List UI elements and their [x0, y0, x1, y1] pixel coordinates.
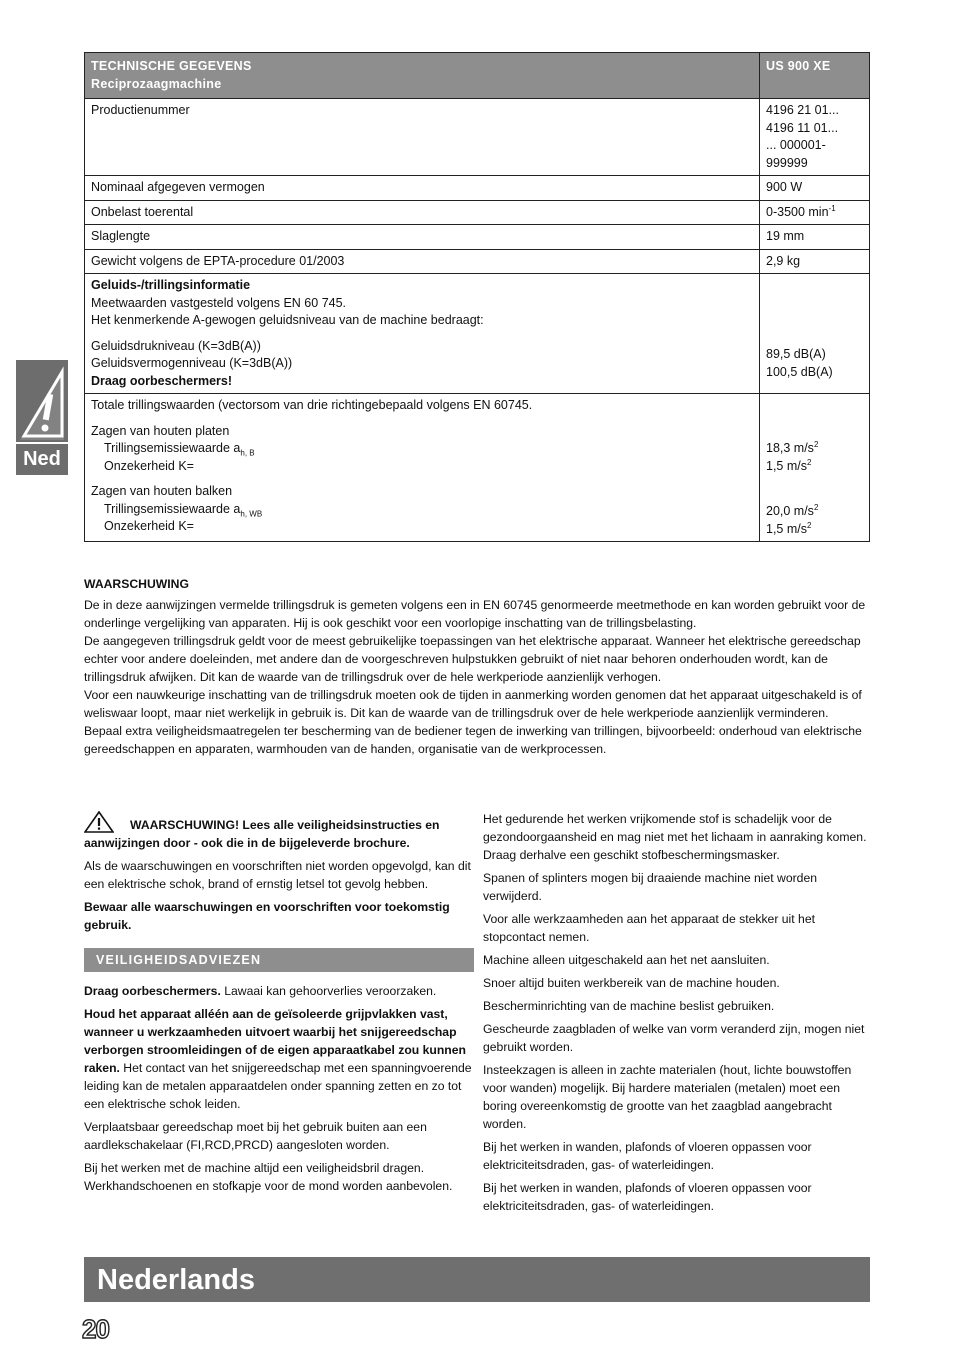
- safety-paragraph-bold: Bewaar alle waarschuwingen en voorschriften voor toekomstig gebruik.: [84, 900, 450, 932]
- product-number-1: 4196 21 01...: [766, 103, 839, 117]
- vibration-info-cell: [85, 394, 760, 542]
- language-footer-bar: [84, 1257, 870, 1302]
- table-row: [85, 225, 870, 250]
- section-header-safety: VEILIGHEIDSADVIEZEN: [84, 948, 474, 972]
- right-column: [483, 810, 873, 1220]
- table-header-model: US 900 XE: [760, 53, 870, 99]
- subscript-hwb: h, WB: [240, 509, 263, 518]
- warning-sign-icon: [84, 811, 114, 833]
- table-row: [85, 200, 870, 225]
- row-label: Nominaal afgegeven vermogen: [85, 176, 760, 201]
- safety-paragraph: Houd het apparaat alléén aan de geïsoleerde grijpvlakken vast, wanneer u werkzaamheden uitvoert waarbij het snijgereedschap verborgen stroomleidingen of de eigen apparaatkabel zou kunnen raken. Het contact van het snijgereedschap met een spanningvoerende leiding kan de metalen apparaatdelen onder spanning zetten en zo tot een elektrische schok leiden.: [84, 1007, 472, 1111]
- row-value: 900 W: [760, 176, 870, 201]
- table-header-title-cell: [85, 53, 760, 99]
- vibration-plates-emission-label: Trillingsemissiewaarde $a_{h, B}$: [104, 441, 255, 458]
- rpm-value: 0-3500 min: [766, 204, 829, 219]
- safety-paragraph: Als de waarschuwingen en voorschriften niet worden opgevolgd, kan dit een elektrische schok, brand of ernstig letsel tot gevolg hebben.: [84, 859, 471, 891]
- noise-values-cell: [760, 274, 870, 394]
- language-side-tab: [16, 360, 68, 475]
- safety-paragraph: Spanen of splinters mogen bij draaiende machine niet worden verwijderd.: [483, 871, 818, 903]
- table-row: [85, 249, 870, 274]
- noise-line-2: Het kenmerkende A-gewogen geluidsniveau van de machine bedraagt:: [91, 313, 484, 327]
- rpm-exponent: -1: [828, 203, 836, 213]
- safety-paragraph: Gescheurde zaagbladen of welke van vorm veranderd zijn, mogen niet gebruikt worden.: [483, 1022, 865, 1054]
- vibration-beams-title: Zagen van houten balken: [91, 484, 233, 498]
- subscript-hb: h, B: [240, 448, 255, 458]
- safety-paragraph: Bij het werken met de machine altijd een veiligheidsbril dragen. Werkhandschoenen en stofkapje voor de mond worden aanbevolen.: [84, 1161, 453, 1193]
- plates-emission-value: 18,3 $m/s^2$: [766, 439, 819, 455]
- vibration-intro: Totale trillingswaarden (vectorsom van drie richtingebepaald volgens EN 60745.: [91, 398, 533, 412]
- noise-power-label: Geluidsvermogenniveau (K=3dB(A)): [91, 356, 293, 370]
- vibration-values-cell: [760, 394, 870, 542]
- vibration-plates-uncertainty-label: Onzekerheid K=: [104, 458, 194, 473]
- ear-protection-note: Draag oorbeschermers!: [91, 373, 233, 388]
- safety-paragraph: Bescherminrichting van de machine beslist gebruiken.: [483, 999, 775, 1013]
- safety-paragraph: Bij het werken in wanden, plafonds of vloeren oppassen voor elektriciteitsdraden, gas- of waterleidingen.: [483, 1181, 812, 1213]
- language-tab-label: Ned: [16, 444, 68, 475]
- row-label: Gewicht volgens de EPTA-procedure 01/2003: [85, 249, 760, 274]
- technical-data-table: [84, 52, 870, 542]
- row-value: 19 mm: [760, 225, 870, 250]
- row-label: Slaglengte: [85, 225, 760, 250]
- noise-info-cell: [85, 274, 760, 394]
- warning-paragraph: De aangegeven trillingsdruk geldt voor de meest gebruikelijke toepassingen van het elektrische apparaat. Wanneer het elektrische gereedschap echter voor andere doeleinden, met andere dan de voorgeschreven hulpstukken gebruikt of niet naar behoren onderhouden wordt, kan de trillingsdruk afwijken. Dit kan de waarde van de trillingsdruk over de hele werkperiode aanzienlijk verhogen.: [84, 634, 861, 684]
- footer-language-title: Nederlands: [97, 1264, 255, 1296]
- safety-paragraph: Voor alle werkzaamheden aan het apparaat de stekker uit het stopcontact nemen.: [483, 912, 815, 944]
- plates-uncertainty-value: 1,5 $m/s^2$: [766, 457, 812, 473]
- table-row: [85, 176, 870, 201]
- noise-power-value: 100,5 dB(A): [766, 364, 833, 379]
- safety-paragraph: Snoer altijd buiten werkbereik van de machine houden.: [483, 976, 780, 990]
- table-header-subtitle: Reciprozaagmachine: [91, 76, 222, 91]
- table-header-title: TECHNISCHE GEGEVENS: [91, 59, 252, 73]
- noise-title: Geluids-/trillingsinformatie: [91, 278, 251, 292]
- row-label: Productienummer: [85, 99, 760, 176]
- noise-pressure-value: 89,5 dB(A): [766, 347, 826, 361]
- vibration-beams-emission-label: Trillingsemissiewaarde $a_{h, WB}$: [104, 501, 263, 518]
- safety-paragraph: Verplaatsbaar gereedschap moet bij het gebruik buiten aan een aardlekschakelaar (FI,RCD,PRCD) aangesloten worden.: [84, 1120, 427, 1152]
- safety-paragraph: Machine alleen uitgeschakeld aan het net aansluiten.: [483, 953, 770, 967]
- table-header-row: [85, 53, 870, 99]
- vibration-warning-block: [84, 575, 874, 758]
- beams-uncertainty-value: 1,5 $m/s^2$: [766, 520, 812, 536]
- safety-paragraph: Draag oorbeschermers. Lawaai kan gehoorverlies veroorzaken.: [84, 984, 437, 998]
- safety-paragraph: Bij het werken in wanden, plafonds of vloeren oppassen voor elektriciteitsdraden, gas- of waterleidingen.: [483, 1140, 812, 1172]
- row-value: [760, 99, 870, 176]
- row-label: Onbelast toerental: [85, 200, 760, 225]
- beams-emission-value: 20,0 $m/s^2$: [766, 502, 819, 518]
- left-column: [84, 811, 474, 1200]
- vibration-beams-uncertainty-label: Onzekerheid K=: [104, 519, 194, 533]
- warning-triangle-icon: [16, 360, 68, 442]
- row-value: [760, 200, 870, 225]
- product-number-range: ... 000001-999999: [766, 138, 826, 170]
- warning-heading: WAARSCHUWING: [84, 577, 189, 591]
- warning-paragraph: Voor een nauwkeurige inschatting van de trillingsdruk moeten ook de tijden in aanmerking worden genomen dat het apparaat uitgeschakeld is of weliswaar loopt, maar niet werkelijk in gebruik is. Dit kan de waarde van de trillingsdruk over de hele werkperiode aanzienlijk verminderen.: [84, 688, 862, 720]
- safety-warning-heading: WAARSCHUWING! Lees alle veiligheidsinstructies en aanwijzingen door - ook die in de bijgeleverde brochure.: [84, 811, 474, 852]
- safety-paragraph: Het gedurende het werken vrijkomende stof is schadelijk voor de gezondoorgaansheid en mag niet met het lichaam in aanraking komen. Draag derhalve een geschikt stofbeschermingsmasker.: [483, 812, 867, 862]
- noise-info-row: [85, 274, 870, 394]
- vibration-info-row: [85, 394, 870, 542]
- row-value: 2,9 kg: [760, 249, 870, 274]
- vibration-plates-title: Zagen van houten platen: [91, 423, 230, 438]
- table-row: [85, 99, 870, 176]
- noise-pressure-label: Geluidsdrukniveau (K=3dB(A)): [91, 338, 261, 353]
- warning-paragraph: Bepaal extra veiligheidsmaatregelen ter bescherming van de bediener tegen de inwerking van trillingen, bijvoorbeeld: onderhoud van elektrische gereedschappen en apparaten, warmhouden van de handen, organisatie van de werkprocessen.: [84, 724, 862, 756]
- product-number-2: 4196 11 01...: [766, 120, 839, 135]
- safety-paragraph: Insteekzagen is alleen in zachte materialen (hout, lichte bouwstoffen voor wanden) mogelijk. Bij hardere materialen (metalen) moet een boring overeenkomstig de grootte van het zaagblad aangebracht worden.: [483, 1063, 852, 1131]
- noise-line-1: Meetwaarden vastgesteld volgens EN 60 745.: [91, 295, 347, 310]
- warning-paragraph: De in deze aanwijzingen vermelde trillingsdruk is gemeten volgens een in EN 60745 genormeerde meetmethode en kan worden gebruikt voor de onderlinge vergelijking van apparaten. Hij is ook geschikt voor een voorlopige inschatting van de trillingsbelasting.: [84, 598, 866, 630]
- page-number: 20: [82, 1314, 109, 1344]
